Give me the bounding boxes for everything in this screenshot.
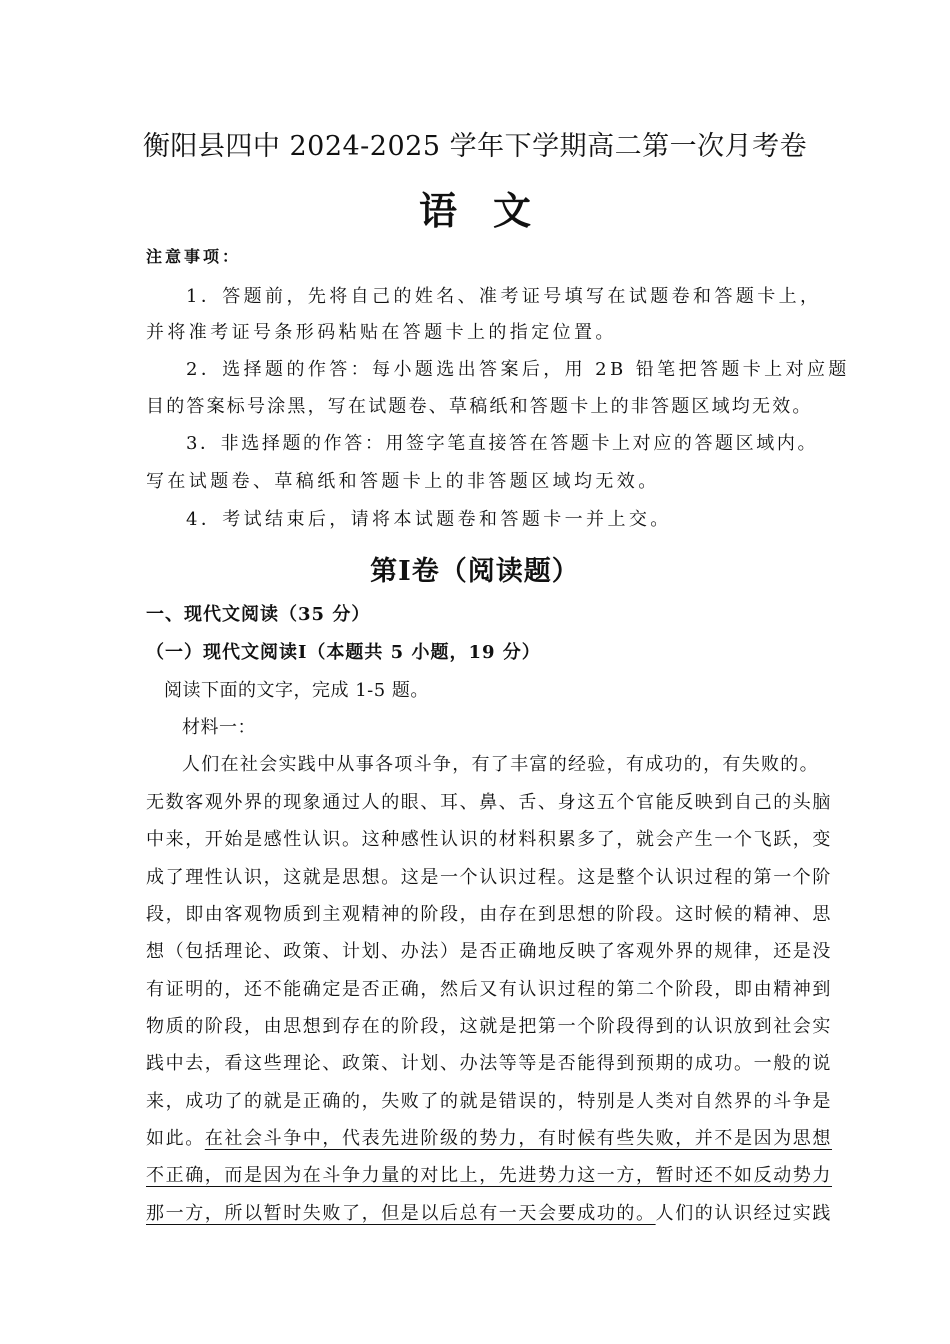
passage-line: 想（包括理论、政策、计划、办法）是否正确地反映了客观外界的规律，还是没 [146,941,832,962]
passage-text: 如此。 [146,1128,205,1149]
passage-line: 中来，开始是感性认识。这种感性认识的材料积累多了，就会产生一个飞跃，变 [146,829,832,850]
passage-text: 人们的认识经过实践 [655,1203,833,1224]
passage-line: 践中去，看这些理论、政策、计划、办法等等是否能得到预期的成功。一般的说 [146,1053,832,1074]
notice-line: 2．选择题的作答：每小题选出答案后，用 2B 铅笔把答题卡上对应题 [186,359,850,380]
exam-title: 衡阳县四中 2024-2025 学年下学期高二第一次月考卷 [142,131,808,162]
notice-line: 4．考试结束后，请将本试题卷和答题卡一并上交。 [186,509,672,530]
underlined-passage-text: 不正确，而是因为在斗争力量的对比上，先进势力这一方，暂时还不如反动势力 [146,1165,832,1186]
passage-line: 物质的阶段，由思想到存在的阶段，这就是把第一个阶段得到的认识放到社会实 [146,1016,832,1037]
subject-title: 语文 [418,188,567,233]
sub-heading: （一）现代文阅读Ⅰ（本题共 5 小题，19 分） [146,642,541,663]
notice-line: 写在试题卷、草稿纸和答题卡上的非答题区域均无效。 [146,471,660,492]
section-title: 第Ⅰ卷（阅读题） [370,556,580,587]
passage-line: 成了理性认识，这就是思想。这是一个认识过程。这是整个认识过程的第一个阶 [146,867,832,888]
passage-line: 段，即由客观物质到主观精神的阶段，由存在到思想的阶段。这时候的精神、思 [146,904,832,925]
instruction: 阅读下面的文字，完成 1-5 题。 [164,680,429,701]
notice-line: 并将准考证号条形码粘贴在答题卡上的指定位置。 [146,322,617,343]
passage-line: 无数客观外界的现象通过人的眼、耳、鼻、舌、身这五个官能反映到自己的头脑 [146,792,832,813]
notice-line: 目的答案标号涂黑，写在试题卷、草稿纸和答题卡上的非答题区域均无效。 [146,396,813,417]
passage-line: 人们在社会实践中从事各项斗争，有了丰富的经验，有成功的，有失败的。 [182,754,819,775]
underlined-passage-text: 那一方，所以暂时失败了，但是以后总有一天会要成功的。 [146,1203,656,1224]
notice-line: 1．答题前，先将自己的姓名、准考证号填写在试题卷和答题卡上， [186,286,822,307]
passage-line: 有证明的，还不能确定是否正确，然后又有认识过程的第二个阶段，即由精神到 [146,979,832,1000]
underlined-passage-text: 在社会斗争中，代表先进阶级的势力，有时候有些失败，并不是因为思想 [204,1128,833,1149]
passage-line [146,1124,832,1150]
notice-line: 3．非选择题的作答：用签字笔直接答在答题卡上对应的答题区域内。 [186,433,819,454]
passage-line: 来，成功了的就是正确的，失败了的就是错误的，特别是人类对自然界的斗争是 [146,1091,832,1112]
material-label: 材料一： [182,717,256,738]
passage-line [146,1199,832,1225]
part-heading: 一、现代文阅读（35 分） [146,604,371,625]
notice-heading: 注意事项： [146,247,242,266]
